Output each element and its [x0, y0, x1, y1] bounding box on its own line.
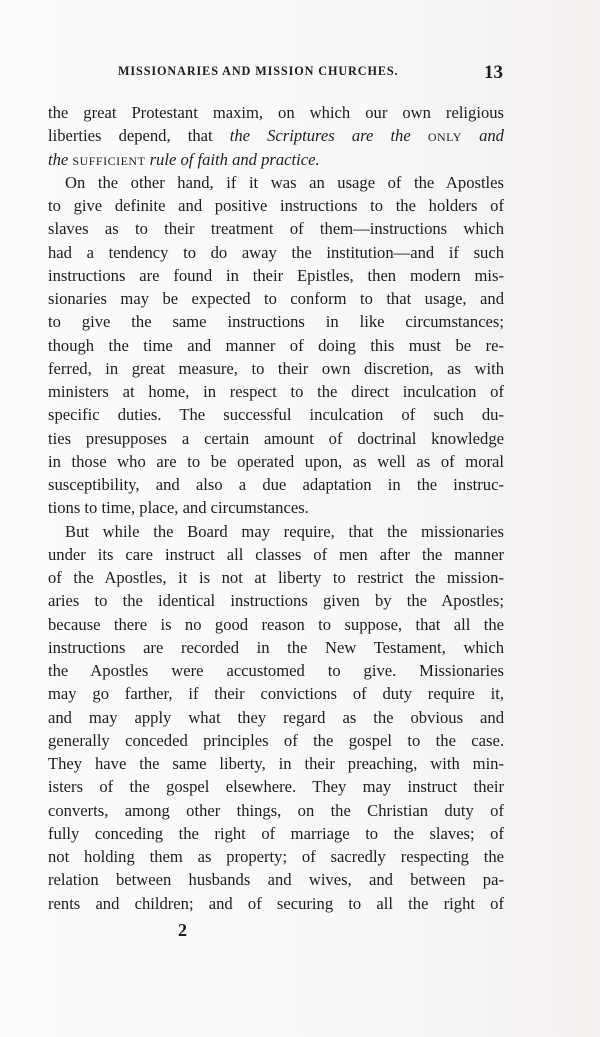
text-line: because there is no good reason to suppose, that all the	[48, 614, 504, 634]
small-caps-run: sufficient	[72, 149, 146, 169]
text-line: specific duties. The successful inculcation of such du-	[48, 405, 504, 425]
small-caps-run: only	[427, 126, 462, 146]
text-line: and may apply what they regard as the obvious and	[48, 707, 504, 727]
text-line: in those who are to be operated upon, as well as of moral	[48, 451, 504, 471]
text-line: susceptibility, and also a due adaptation in the instruc-	[48, 475, 504, 494]
text-line: of the Apostles, it is not at liberty to restrict the mission-	[48, 568, 504, 587]
text-line: may go farther, if their convictions of duty require it,	[48, 684, 504, 704]
italic-run: rule of faith and practice.	[145, 149, 320, 169]
text-line: though the time and manner of doing this must be re-	[48, 335, 504, 355]
running-head: MISSIONARIES AND MISSION CHURCHES.	[118, 64, 399, 78]
text-line: had a tendency to do away the institution—and if such	[48, 242, 504, 262]
text-line: aries to the identical instructions given by the Apostles;	[48, 591, 504, 611]
paragraph	[48, 520, 504, 915]
text-line: the Apostles were accustomed to give. Missionaries	[48, 661, 504, 680]
body-text	[48, 101, 504, 915]
text-line: instructions are found in their Epistles, then modern mis-	[48, 265, 504, 285]
text-line: the great Protestant maxim, on which our own religious	[48, 103, 504, 122]
italic-run: and	[461, 126, 504, 146]
text-line: They have the same liberty, in their preaching, with min-	[48, 754, 504, 773]
text-line: But while the Board may require, that the missionaries	[65, 521, 504, 541]
text-line: under its care instruct all classes of men after the manner	[48, 544, 504, 564]
text-line: ministers at home, in respect to the direct inculcation of	[48, 382, 504, 401]
text-line: sionaries may be expected to conform to that usage, and	[48, 289, 504, 308]
text-line: rents and children; and of securing to all the right of	[48, 893, 504, 913]
italic-run: the	[48, 149, 73, 169]
text-line: instructions are recorded in the New Testament, which	[48, 637, 504, 657]
text-line: to give definite and positive instructions to the holders of	[48, 196, 504, 215]
italic-run: the Scriptures are the	[229, 126, 428, 146]
text-line: On the other hand, if it was an usage of the Apostles	[65, 172, 504, 192]
text-line: relation between husbands and wives, and between pa-	[48, 870, 504, 890]
text-line	[48, 148, 504, 171]
text-line: ties presupposes a certain amount of doctrinal knowledge	[48, 428, 504, 448]
text-line: isters of the gospel elsewhere. They may instruct their	[48, 777, 504, 797]
text-run: liberties depend, that	[48, 126, 230, 146]
text-line	[48, 124, 504, 147]
text-line: slaves as to their treatment of them—instructions which	[48, 219, 504, 239]
text-line: ferred, in great measure, to their own discretion, as with	[48, 358, 504, 378]
text-line: tions to time, place, and circumstances.	[48, 498, 309, 518]
text-line: generally conceded principles of the gospel to the case.	[48, 730, 504, 750]
paragraph	[48, 171, 504, 520]
text-line: converts, among other things, on the Christian duty of	[48, 800, 504, 820]
text-line: not holding them as property; of sacredly respecting the	[48, 847, 504, 866]
signature-mark: 2	[178, 920, 187, 940]
page-number: 13	[484, 62, 503, 83]
text-line: fully conceding the right of marriage to the slaves; of	[48, 823, 504, 843]
text-line: to give the same instructions in like circumstances;	[48, 312, 504, 332]
